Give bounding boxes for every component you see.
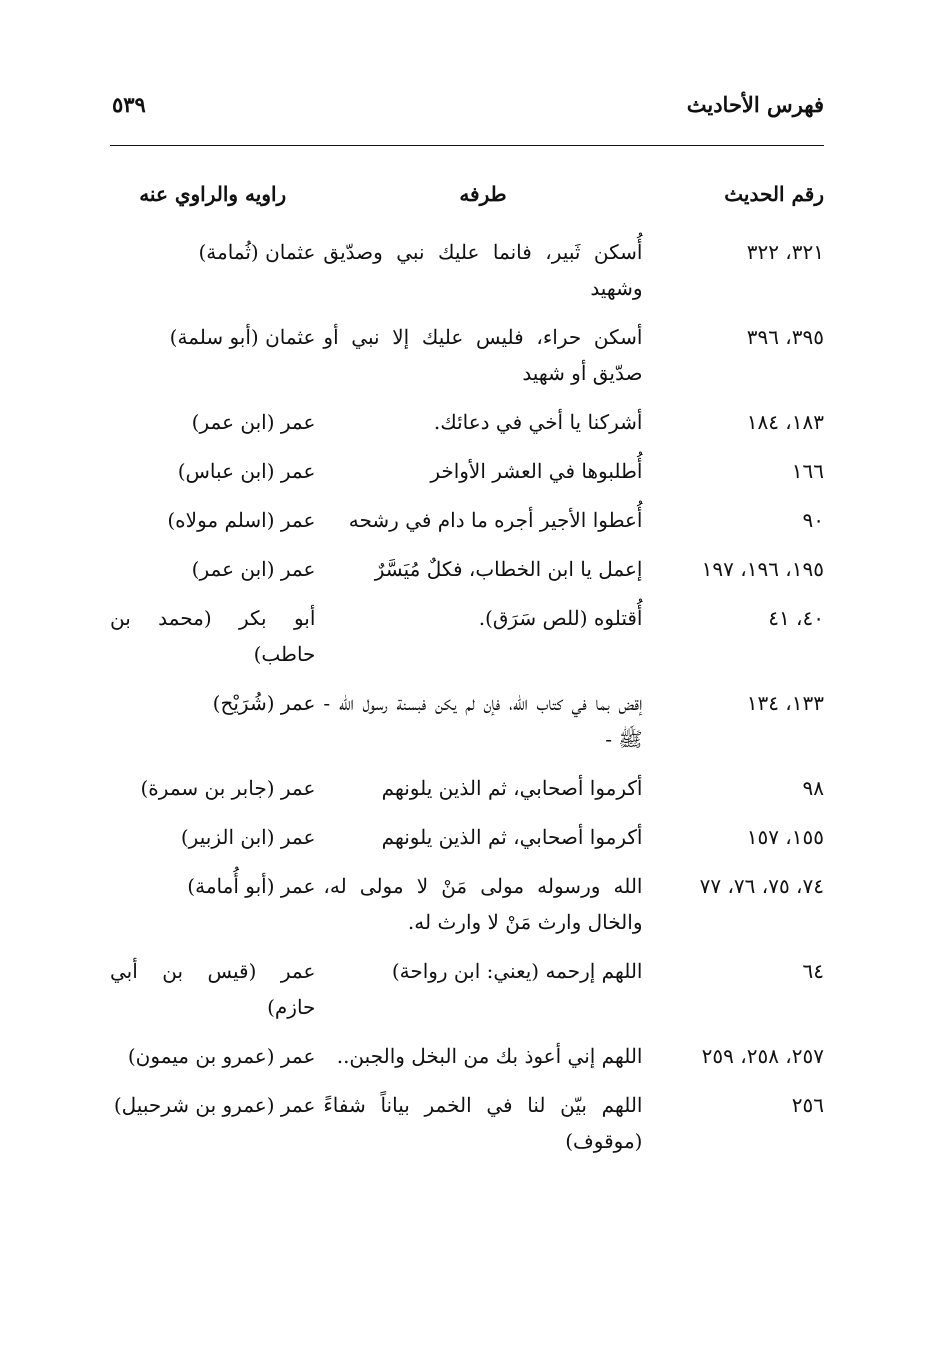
hadith-text: اللهم إرحمه (يعني: ابن رواحة)	[391, 959, 643, 983]
hadith-numbers: ٣٢١، ٣٢٢	[746, 240, 824, 264]
table-row	[110, 404, 824, 440]
hadith-narrator: عمر (ابن عمر)	[191, 557, 316, 581]
hadith-narrator: عمر (ابن الزبير)	[180, 825, 316, 849]
hadith-narrator: عمر (جابر بن سمرة)	[140, 776, 316, 800]
table-row	[110, 868, 824, 940]
table-row	[110, 770, 824, 806]
page-number: ٥٣٩	[112, 92, 146, 117]
page-title: فهرس الأحاديث	[686, 92, 824, 117]
table-row	[110, 819, 824, 855]
hadith-narrator: عثمان (أبو سلمة)	[169, 325, 316, 349]
hadith-text: أُقتلوه (للص سَرَق).	[478, 606, 643, 630]
hadith-text: اللهم إني أعوذ بك من البخل والجبن..	[336, 1044, 643, 1068]
hadith-text: أكرموا أصحابي، ثم الذين يلونهم	[381, 776, 643, 800]
table-row	[110, 234, 824, 306]
hadith-numbers: ٢٥٦	[791, 1093, 824, 1117]
table-row	[110, 685, 824, 757]
hadith-narrator: عمر (قيس بن أبي حازم)	[110, 959, 316, 1019]
hadith-numbers: ٣٩٥، ٣٩٦	[746, 325, 824, 349]
hadith-narrator: عمر (عمرو بن شرحبيل)	[113, 1093, 316, 1117]
table-header	[110, 176, 824, 212]
hadith-text: اللهم بيّن لنا في الخمر بياناً شفاءً (موقوف)	[323, 1093, 643, 1153]
table-row	[110, 953, 824, 1025]
hadith-numbers: ٧٤، ٧٥، ٧٦، ٧٧	[699, 874, 824, 898]
hadith-narrator: عمر (عمرو بن ميمون)	[127, 1044, 316, 1068]
table-row	[110, 319, 824, 391]
column-header-text: طرفه	[459, 182, 507, 206]
table-row	[110, 453, 824, 489]
hadith-numbers: ٩٠	[802, 508, 824, 532]
hadith-numbers: ٤٠، ٤١	[768, 606, 824, 630]
hadith-numbers: ١٣٣، ١٣٤	[746, 691, 824, 715]
hadith-text: أكرموا أصحابي، ثم الذين يلونهم	[381, 825, 643, 849]
hadith-narrator: عمر (أبو أُمامة)	[187, 874, 316, 898]
hadith-text: إقض بما في كتاب الله، فإن لم يكن فبسنة رسول الله - ﷺ -	[323, 691, 643, 751]
hadith-text: أسكن حراء، فليس عليك إلا نبي أو صدّيق أو شهيد	[323, 325, 643, 385]
table-row	[110, 1038, 824, 1074]
hadith-text: الله ورسوله مولى مَنْ لا مولى له، والخال وارث مَنْ لا وارث له.	[323, 874, 643, 934]
hadith-narrator: عمر (اسلم مولاه)	[167, 508, 316, 532]
hadith-narrator: عمر (ابن عباس)	[177, 459, 316, 483]
hadith-numbers: ٩٨	[802, 776, 824, 800]
hadith-numbers: ١٦٦	[791, 459, 824, 483]
hadith-narrator: أبو بكر (محمد بن حاطب)	[110, 606, 316, 666]
hadith-numbers: ٦٤	[802, 959, 824, 983]
hadith-text: أُسكن ثَبير، فانما عليك نبي وصدّيق وشهيد	[323, 240, 643, 300]
hadith-narrator: عثمان (ثُمامة)	[198, 240, 316, 264]
hadith-numbers: ٢٥٧، ٢٥٨، ٢٥٩	[701, 1044, 824, 1068]
hadith-text: أشركنا يا أخي في دعائك.	[433, 410, 643, 434]
hadith-text: إعمل يا ابن الخطاب، فكلٌ مُيَسَّرٌ	[374, 557, 643, 581]
running-head	[112, 92, 824, 132]
table-row	[110, 502, 824, 538]
column-header-narrator: راويه والراوي عنه	[139, 182, 287, 206]
hadith-index-table	[110, 176, 824, 1172]
hadith-numbers: ١٩٥، ١٩٦، ١٩٧	[701, 557, 824, 581]
hadith-numbers: ١٨٣، ١٨٤	[746, 410, 824, 434]
hadith-narrator: عمر (ابن عمر)	[191, 410, 316, 434]
table-row	[110, 600, 824, 672]
header-rule	[110, 145, 824, 146]
table-row	[110, 1087, 824, 1159]
column-header-number: رقم الحديث	[724, 182, 824, 206]
hadith-narrator: عمر (شُرَيْح)	[212, 691, 316, 715]
hadith-numbers: ١٥٥، ١٥٧	[746, 825, 824, 849]
hadith-text: أُطلبوها في العشر الأواخر	[430, 459, 643, 483]
hadith-text: أُعطوا الأجير أجره ما دام في رشحه	[348, 508, 643, 532]
table-row	[110, 551, 824, 587]
